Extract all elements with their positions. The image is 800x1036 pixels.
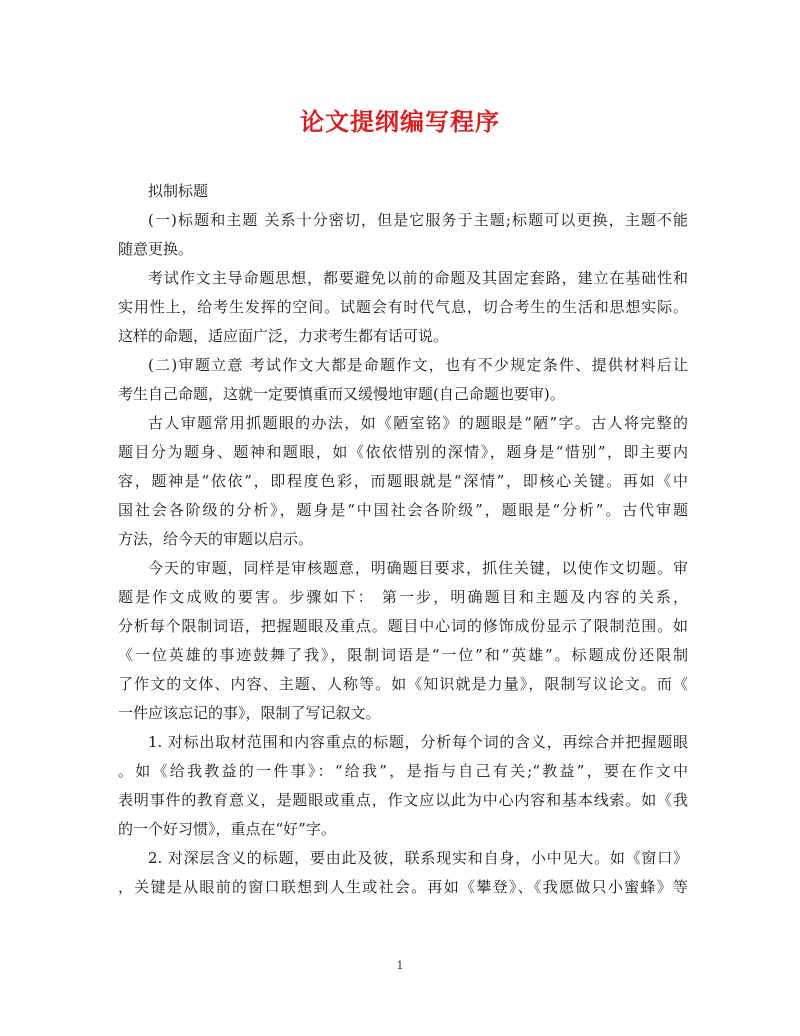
paragraph-line: 拟制标题 <box>148 182 209 200</box>
paragraph-line: 考生自己命题，这就一定要慎重而又缓慢地审题(自己命题也要审)。 <box>118 385 565 403</box>
paragraph-line: (二)审题立意 考试作文大都是命题作文，也有不少规定条件、提供材料后让 <box>148 356 688 374</box>
paragraph-line: ，关键是从眼前的窗口联想到人生或社会。再如《攀登》、《我愿做只小蜜蜂》等 <box>118 878 688 896</box>
document-title: 论文提纲编写程序 <box>300 107 500 136</box>
paragraph-line: 方法，给今天的审题以启示。 <box>118 530 314 548</box>
paragraph-line: 考试作文主导命题思想，都要避免以前的命题及其固定套路，建立在基础性和 <box>148 269 688 287</box>
paragraph-line: 题是作文成败的要害。步骤如下： 第一步，明确题目和主题及内容的关系， <box>118 588 688 606</box>
paragraph-line: 分析每个限制词语，把握题眼及重点。题目中心词的修饰成份显示了限制范围。如 <box>118 617 688 635</box>
paragraph-line: 了作文的文体、内容、主题、人称等。如《知识就是力量》，限制写议论文。而《 <box>118 675 688 693</box>
paragraph-line: 随意更换。 <box>118 240 194 258</box>
paragraph-line: 1. 对标出取材范围和内容重点的标题，分析每个词的含义，再综合并把握题眼 <box>148 733 688 751</box>
paragraph-line: 的一个好习惯》，重点在“好”字。 <box>118 820 336 838</box>
paragraph-line: 题目分为题身、题神和题眼，如《依依惜别的深情》，题身是“惜别”，即主要内 <box>118 443 688 461</box>
paragraph-line: (一)标题和主题 关系十分密切，但是它服务于主题;标题可以更换，主题不能 <box>148 211 688 229</box>
paragraph-line: 表明事件的教育意义，是题眼或重点，作文应以此为中心内容和基本线索。如《我 <box>118 791 688 809</box>
paragraph-line: 。如《给我教益的一件事》：“给我”，是指与自己有关;“教益”，要在作文中 <box>118 762 688 780</box>
paragraph-line: 国社会各阶级的分析》，题身是“中国社会各阶级”，题眼是“分析”。古代审题 <box>118 501 688 519</box>
document-body <box>118 177 688 902</box>
paragraph-line: 《一位英雄的事迹鼓舞了我》，限制词语是“一位”和“英雄”。标题成份还限制 <box>118 646 688 664</box>
page-number: 1 <box>396 959 404 972</box>
paragraph-line: 2. 对深层含义的标题，要由此及彼，联系现实和自身，小中见大。如《窗口》 <box>148 849 688 867</box>
paragraph-line: 古人审题常用抓题眼的办法，如《陋室铭》的题眼是“陋”字。古人将完整的 <box>148 414 688 432</box>
paragraph-line: 今天的审题，同样是审核题意，明确题目要求，抓住关键，以使作文切题。审 <box>148 559 688 577</box>
paragraph-line: 实用性上，给考生发挥的空间。试题会有时代气息，切合考生的生活和思想实际。 <box>118 298 688 316</box>
paragraph-line: 一件应该忘记的事》，限制了写记叙文。 <box>118 704 381 722</box>
paragraph-line: 这样的命题，适应面广泛，力求考生都有话可说。 <box>118 327 449 345</box>
paragraph-line: 容，题神是“依依”，即程度色彩，而题眼就是“深情”，即核心关键。再如《中 <box>118 472 688 490</box>
